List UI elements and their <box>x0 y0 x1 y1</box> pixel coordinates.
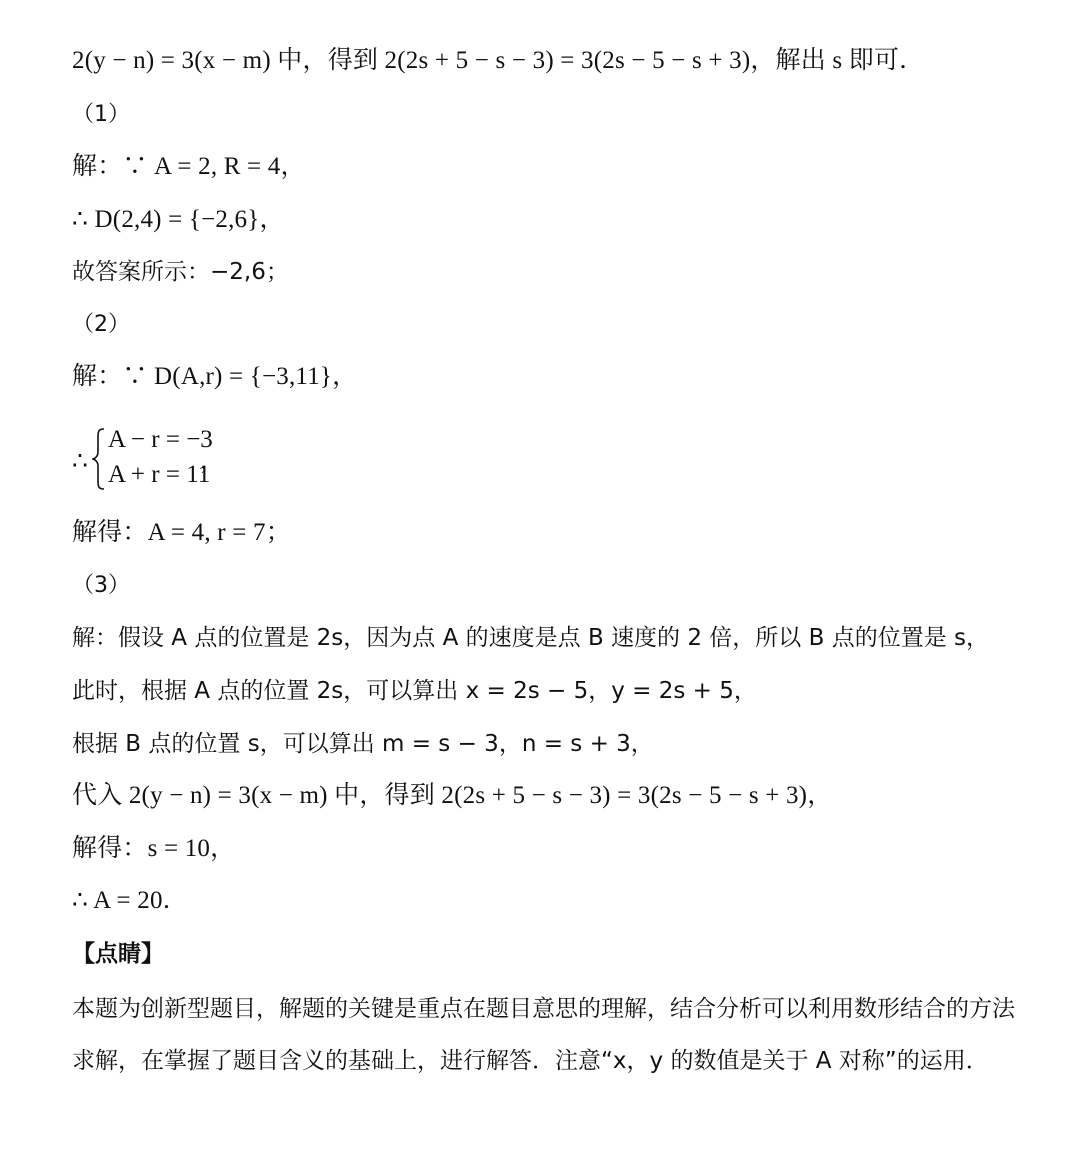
comment-body: 本题为创新型题目，解题的关键是重点在题目意思的理解，结合分析可以利用数形结合的方法求解，在掌握了题目含义的基础上，进行解答．注意“x，y 的数值是关于 A 对称”的运用． <box>72 996 1015 1074</box>
therefore-symbol: ∴ <box>72 448 88 475</box>
left-brace-icon <box>92 428 106 490</box>
system-equation-2: A + r = 11 <box>108 461 211 488</box>
part-2-given: 解：∵ D(A,r) = {−3,11}， <box>72 363 358 390</box>
part-3-solve-s: 解得：s = 10， <box>72 835 236 862</box>
line-substitution-summary: 2(y − n) = 3(x − m) 中，得到 2(2s + 5 − s − 3) = 3(2s − 5 − s + 3)，解出 s 即可． <box>72 47 925 74</box>
part-2-label: （2） <box>72 312 130 337</box>
part-1-result: ∴ D(2,4) = {−2,6}， <box>72 206 285 233</box>
comment-heading: 【点睛】 <box>72 941 164 967</box>
part-2-solution: 解得：A = 4, r = 7； <box>72 519 291 546</box>
part-1-label: （1） <box>72 102 130 127</box>
part-1-answer: 故答案所示：−2,6； <box>72 259 289 285</box>
system-comma: ， <box>200 448 223 474</box>
equation-system <box>72 425 372 495</box>
part-3-label: （3） <box>72 573 130 598</box>
part-3-final: ∴ A = 20． <box>72 887 188 914</box>
part-3-xy: 此时，根据 A 点的位置 2s，可以算出 x = 2s − 5，y = 2s + 5， <box>72 678 757 704</box>
part-1-given: 解：∵ A = 2, R = 4， <box>72 153 306 180</box>
part-3-substitution: 代入 2(y − n) = 3(x − m) 中，得到 2(2s + 5 − s − 3) = 3(2s − 5 − s + 3)， <box>72 782 833 809</box>
system-equation-1: A − r = −3 <box>108 426 213 453</box>
part-3-assumption: 解：假设 A 点的位置是 2s，因为点 A 的速度是点 B 速度的 2 倍，所以 B 点的位置是 s， <box>72 625 989 651</box>
part-3-mn: 根据 B 点的位置 s，可以算出 m = s − 3，n = s + 3， <box>72 731 654 757</box>
